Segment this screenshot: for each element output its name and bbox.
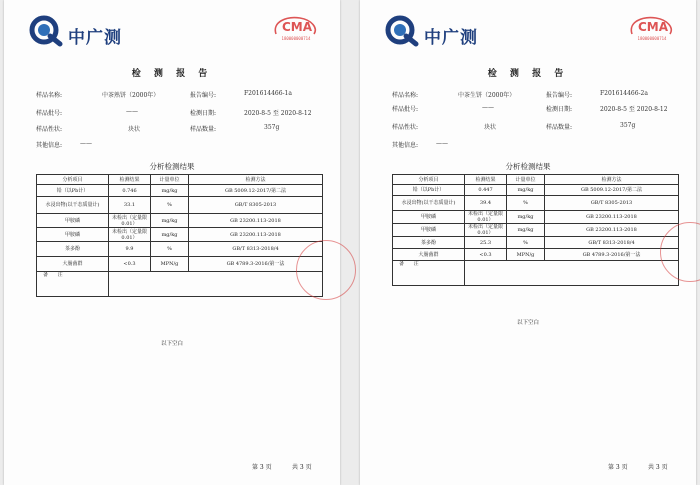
cell-unit: mg/kg xyxy=(507,185,545,196)
table-row xyxy=(37,214,323,228)
table-row xyxy=(37,197,323,214)
notes-label: 备 注 xyxy=(37,272,109,297)
table-row xyxy=(393,196,679,211)
cell-result: 33.1 xyxy=(109,197,151,214)
col-result-header: 检测结果 xyxy=(465,175,507,185)
other-info-label: 其他信息: xyxy=(36,142,63,149)
sample-state-label: 样品性状: xyxy=(36,126,63,133)
cma-logo-icon xyxy=(266,14,326,36)
brand-name: 中广测 xyxy=(68,28,122,48)
report-page-right xyxy=(360,0,696,485)
sample-qty-label: 样品数量: xyxy=(190,126,217,133)
cell-unit: mg/kg xyxy=(151,214,189,228)
logo-q-icon xyxy=(28,14,66,48)
cell-result: 未检出（定量限0.01） xyxy=(465,224,507,237)
sample-state-value: 块状 xyxy=(484,124,497,131)
report-no-value: F201614466-2a xyxy=(600,90,648,97)
cell-result: 39.4 xyxy=(465,196,507,211)
cell-method: GB 5009.12-2017/第二法 xyxy=(189,185,323,197)
col-result-header: 检测结果 xyxy=(109,175,151,185)
table-header xyxy=(393,175,679,185)
sample-qty-value: 357g xyxy=(264,124,280,131)
cell-result: 25.3 xyxy=(465,237,507,249)
table-row xyxy=(37,257,323,272)
sample-name-value: 中茶熟饼（2000年） xyxy=(102,92,160,99)
results-table xyxy=(392,174,679,286)
results-subtitle: 分析检测结果 xyxy=(505,162,551,171)
sample-name-label: 样品名称: xyxy=(36,92,63,99)
notes-label: 备 注 xyxy=(393,261,465,286)
sample-batch-value: —— xyxy=(482,104,494,111)
cell-result: 未检出（定量限0.01） xyxy=(465,211,507,224)
cell-result: 未检出（定量限0.01） xyxy=(109,228,151,242)
page-number: 第 3 页 xyxy=(608,464,628,471)
sample-qty-label: 样品数量: xyxy=(546,124,573,131)
cell-item: 大肠菌群 xyxy=(393,249,465,261)
svg-text:CMA: CMA xyxy=(282,20,313,34)
col-item-header: 分析项目 xyxy=(393,175,465,185)
table-header xyxy=(37,175,323,185)
results-subtitle: 分析检测结果 xyxy=(149,162,195,171)
table-row xyxy=(37,185,323,197)
cell-item: 水浸出物(以干态质量计) xyxy=(37,197,109,214)
cell-unit: MPN/g xyxy=(151,257,189,272)
cell-method: GB/T 8313-2018/4 xyxy=(545,237,679,249)
cell-item: 甲胺磷 xyxy=(393,224,465,237)
cell-method: GB 23200.113-2018 xyxy=(189,214,323,228)
report-no-label: 报告编号: xyxy=(546,92,573,99)
sample-batch-value: —— xyxy=(126,108,138,115)
other-info-label: 其他信息: xyxy=(392,142,419,149)
cell-method: GB 23200.113-2018 xyxy=(189,228,323,242)
cell-unit: mg/kg xyxy=(151,228,189,242)
cma-mark xyxy=(622,14,682,46)
col-item-header: 分析项目 xyxy=(37,175,109,185)
report-title: 检 测 报 告 xyxy=(487,69,569,79)
sample-name-value: 中茶生饼（2000年） xyxy=(458,92,516,99)
test-date-label: 检测日期: xyxy=(546,106,573,113)
col-unit-header: 计量单位 xyxy=(151,175,189,185)
logo-q-icon xyxy=(384,14,422,48)
cell-result: 9.9 xyxy=(109,242,151,257)
company-logo xyxy=(384,14,504,48)
table-row xyxy=(37,228,323,242)
cell-unit: mg/kg xyxy=(507,211,545,224)
report-no-value: F201614466-1a xyxy=(244,90,292,97)
blank-below-text: 以下空白 xyxy=(516,320,539,326)
cell-method: GB/T 8313-2018/4 xyxy=(189,242,323,257)
col-unit-header: 计量单位 xyxy=(507,175,545,185)
page-number: 第 3 页 xyxy=(252,464,272,471)
other-info-value: —— xyxy=(80,140,92,147)
cell-item: 甲胺磷 xyxy=(393,211,465,224)
blank-below-text: 以下空白 xyxy=(160,341,183,347)
cell-method: GB 4789.3-2016/第一法 xyxy=(545,249,679,261)
cell-item: 大肠菌群 xyxy=(37,257,109,272)
report-page-left xyxy=(4,0,340,485)
cma-logo-icon xyxy=(622,14,682,36)
sample-name-label: 样品名称: xyxy=(392,92,419,99)
table-row xyxy=(37,242,323,257)
cell-item: 铅（以Pb计） xyxy=(393,185,465,196)
cell-method: GB 4789.3-2016/第一法 xyxy=(189,257,323,272)
sample-batch-label: 样品批号: xyxy=(36,110,63,117)
test-date-label: 检测日期: xyxy=(190,110,217,117)
table-row xyxy=(393,237,679,249)
page-total: 共 3 页 xyxy=(648,464,668,471)
report-no-label: 报告编号: xyxy=(190,92,217,99)
cma-number: 180000000714 xyxy=(637,36,667,41)
cell-item: 甲胺磷 xyxy=(37,228,109,242)
notes-row xyxy=(37,272,323,297)
cell-result: 0.447 xyxy=(465,185,507,196)
col-method-header: 检测方法 xyxy=(189,175,323,185)
table-row xyxy=(393,185,679,196)
cell-unit: mg/kg xyxy=(507,224,545,237)
brand-name: 中广测 xyxy=(424,28,478,48)
cell-method: GB 5009.12-2017/第二法 xyxy=(545,185,679,196)
cell-result: 0.746 xyxy=(109,185,151,197)
cma-mark xyxy=(266,14,326,46)
test-date-value: 2020-8-5 至 2020-8-12 xyxy=(244,110,312,117)
sample-state-label: 样品性状: xyxy=(392,124,419,131)
svg-text:CMA: CMA xyxy=(638,20,669,34)
cell-result: <0.3 xyxy=(465,249,507,261)
cell-item: 甲胺磷 xyxy=(37,214,109,228)
cell-unit: % xyxy=(151,197,189,214)
notes-row xyxy=(393,261,679,286)
cell-method: GB 23200.113-2018 xyxy=(545,224,679,237)
results-table xyxy=(36,174,323,297)
cell-method: GB/T 8305-2013 xyxy=(545,196,679,211)
official-seal xyxy=(296,240,356,300)
notes-value xyxy=(465,261,679,286)
cell-item: 水浸出物(以干态质量计) xyxy=(393,196,465,211)
cell-unit: MPN/g xyxy=(507,249,545,261)
notes-value xyxy=(109,272,323,297)
report-title: 检 测 报 告 xyxy=(131,69,213,79)
sample-batch-label: 样品批号: xyxy=(392,106,419,113)
table-row xyxy=(393,249,679,261)
col-method-header: 检测方法 xyxy=(545,175,679,185)
cell-result: <0.3 xyxy=(109,257,151,272)
page-total: 共 3 页 xyxy=(292,464,312,471)
cell-item: 茶多酚 xyxy=(393,237,465,249)
table-row xyxy=(393,211,679,224)
other-info-value: —— xyxy=(436,140,448,147)
sample-state-value: 块状 xyxy=(128,126,141,133)
sample-qty-value: 357g xyxy=(620,122,636,129)
cell-unit: % xyxy=(507,237,545,249)
cell-item: 铅（以Pb计） xyxy=(37,185,109,197)
cma-number: 180000000714 xyxy=(281,36,311,41)
cell-method: GB/T 8305-2013 xyxy=(189,197,323,214)
company-logo xyxy=(28,14,148,48)
table-row xyxy=(393,224,679,237)
cell-item: 茶多酚 xyxy=(37,242,109,257)
cell-unit: mg/kg xyxy=(151,185,189,197)
cell-result: 未检出（定量限0.01） xyxy=(109,214,151,228)
cell-unit: % xyxy=(151,242,189,257)
test-date-value: 2020-8-5 至 2020-8-12 xyxy=(600,106,668,113)
cell-method: GB 23200.113-2018 xyxy=(545,211,679,224)
cell-unit: % xyxy=(507,196,545,211)
